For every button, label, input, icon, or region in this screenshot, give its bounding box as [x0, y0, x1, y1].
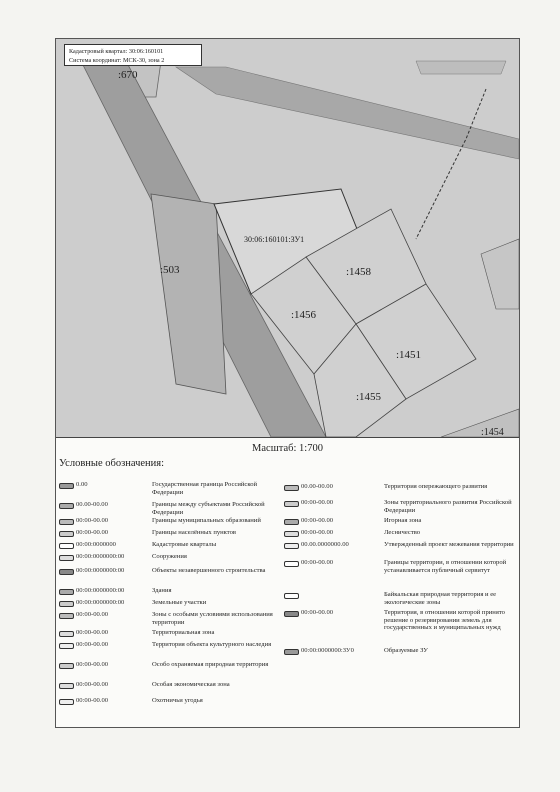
cadastral-sheet: [55, 38, 520, 728]
legend-left-swatch: [59, 589, 74, 595]
legend-left-swatch: [59, 503, 74, 509]
legend-right-swatch: [284, 519, 299, 525]
legend-right-desc: Территория опережающего развития: [384, 483, 488, 490]
legend-left-code: 00:00-00.00: [76, 629, 109, 636]
legend-left-desc: Кадастровые кварталы: [152, 541, 217, 548]
legend-right-code: 00:00:0000000:ЗУ0: [301, 647, 354, 654]
legend: [56, 479, 519, 725]
legend-right-swatch: [284, 531, 299, 537]
legend-right-swatch: [284, 561, 299, 567]
legend-right-desc: Образуемые ЗУ: [384, 647, 428, 654]
legend-left-code: 00:00-00.00: [76, 661, 109, 668]
label-503: :503: [160, 264, 180, 276]
legend-left-desc: Границы между субъектами Российской Федерации: [152, 501, 265, 516]
label-1451: :1451: [396, 349, 422, 361]
legend-left-code: 00:00-00.00: [76, 529, 109, 536]
parcel-top-right: [416, 61, 506, 74]
legend-left-desc: Охотничьи угодья: [152, 697, 203, 704]
coord-system-text: Система координат: МСК-30, зона 2: [69, 57, 165, 64]
label-670: :670: [118, 69, 138, 81]
legend-left-code: 00:00-00.00: [76, 697, 109, 704]
legend-right-desc: Границы территории, в отношении которой устанавливается публичный сервитут: [384, 559, 507, 574]
legend-left-desc: Сооружения: [152, 553, 187, 560]
legend-left-desc: Особо охраняемая природная территория: [152, 661, 269, 668]
legend-left-swatch: [59, 519, 74, 525]
legend-right-swatch: [284, 543, 299, 549]
legend-left-code: 00:00:0000000:00: [76, 599, 125, 606]
cadastral-map[interactable]: [56, 39, 519, 438]
legend-left-desc: Объекты незавершенного строительства: [152, 567, 266, 574]
legend-left-swatch: [59, 543, 74, 549]
legend-left-code: 00.00-00.00: [76, 501, 108, 508]
legend-right-code: 00:00-00.00: [301, 559, 334, 566]
legend-left-swatch: [59, 601, 74, 607]
legend-left-code: 00:00-00.00: [76, 681, 109, 688]
legend-right-swatch: [284, 501, 299, 507]
legend-left-desc: Территориальная зона: [152, 629, 215, 636]
cadastral-quarter-text: Кадастровый квартал: 30:06:160101: [69, 48, 164, 55]
label-1454: :1454: [481, 427, 504, 438]
legend-left-code: 00:00:0000000:00: [76, 553, 125, 560]
legend-right-swatch: [284, 593, 299, 599]
legend-right-desc: Лесничество: [384, 529, 421, 536]
legend-left-swatch: [59, 531, 74, 537]
legend-left-swatch: [59, 631, 74, 637]
legend-right-code: 00:00-00.00: [301, 499, 334, 506]
legend-left-desc: Здания: [152, 587, 172, 594]
legend-left-code: 00:00-00.00: [76, 641, 109, 648]
legend-left-code: 00:00-00.00: [76, 611, 109, 618]
legend-right-swatch: [284, 611, 299, 617]
legend-left-desc: Особая экономическая зона: [152, 681, 230, 688]
legend-right-code: 00:00-00.00: [301, 529, 334, 536]
legend-left-swatch: [59, 483, 74, 489]
label-zu1: 30:06:160101:ЗУ1: [244, 235, 305, 244]
legend-right-desc: Игорная зона: [384, 517, 422, 524]
legend-left-desc: Земельные участки: [152, 599, 207, 606]
legend-right-desc: Байкальская природная территория и ее экологические зоны: [384, 591, 497, 606]
legend-left-swatch: [59, 569, 74, 575]
label-1455: :1455: [356, 391, 382, 403]
legend-right-desc: Утвержденный проект межевания территории: [384, 541, 514, 548]
legend-left-code: 00:00:0000000:00: [76, 587, 125, 594]
legend-left-desc: Границы муниципальных образований: [152, 517, 261, 524]
legend-left-code: 00:00:0000000:00: [76, 567, 125, 574]
legend-left-swatch: [59, 683, 74, 689]
label-1458: :1458: [346, 266, 372, 278]
legend-left-code: 00:00-00.00: [76, 517, 109, 524]
label-1456: :1456: [291, 309, 317, 321]
legend-right-desc: Зоны территориального развития Российской Федерации: [384, 499, 512, 514]
legend-left-desc: Зоны с особыми условиями использования территории: [152, 611, 273, 626]
legend-left-code: 00:00:0000000: [76, 541, 116, 548]
legend-right-desc: Территория, в отношении которой принято решение о резервировании земель для государственных и муниципальных нужд: [384, 609, 505, 632]
info-box: [64, 44, 202, 66]
legend-right-code: 00:00-00.00: [301, 517, 334, 524]
legend-left-desc: Территория объекта культурного наследия: [152, 641, 272, 648]
legend-left-swatch: [59, 555, 74, 561]
legend-left-desc: Государственная граница Российской Федерации: [152, 481, 258, 496]
legend-right-code: 00:00-00.00: [301, 609, 334, 616]
legend-right-swatch: [284, 485, 299, 491]
legend-left-desc: Границы населённых пунктов: [152, 529, 236, 536]
legend-right-swatch: [284, 649, 299, 655]
legend-left-swatch: [59, 613, 74, 619]
legend-title: Условные обозначения:: [59, 458, 165, 469]
legend-left-swatch: [59, 699, 74, 705]
legend-right-code: 00.00-00.00: [301, 483, 333, 490]
legend-left-code: 0.00: [76, 481, 88, 488]
legend-right-code: 00.00.0000000.00: [301, 541, 349, 548]
map-scale: Масштаб: 1:700: [252, 443, 323, 454]
legend-left-swatch: [59, 663, 74, 669]
legend-left-swatch: [59, 643, 74, 649]
